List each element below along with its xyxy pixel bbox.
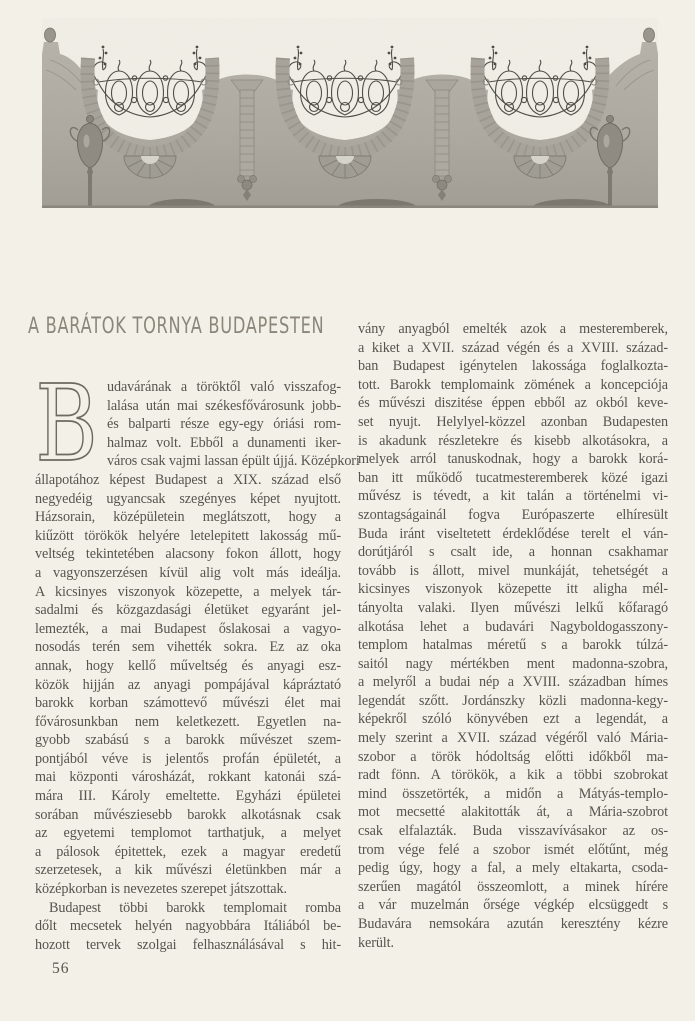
text-line: legendát szőtt. Jordánszky közli madonna-kegy-	[358, 692, 668, 709]
text-line: állapotához képest Budapest a XIX. század első	[35, 471, 341, 488]
text-line: város csak vajmi lassan épült újjá. Középkori	[107, 453, 360, 470]
text-line: a melyről a budai nép a XVIII. században hímes	[358, 674, 668, 691]
text-line: set nyujt. Helylyel-közzel azonban Budapesten	[358, 413, 668, 430]
text-line: lalása után mai székesfővárosunk jobb-	[107, 397, 341, 414]
text-line: mai központi városházát, rokkant katonái szá-	[35, 769, 341, 786]
right-column	[358, 313, 668, 978]
text-line: és balparti része egy-egy óriási rom-	[107, 416, 341, 433]
text-line: szerzetesek, a kik művészi életünkben már a	[35, 862, 341, 879]
text-line: mára III. Károly emeltette. Egyházi épületei	[35, 788, 341, 805]
text-line: A kicsinyes viszonyok közepette, a melyek tár-	[35, 583, 341, 600]
text-line: fővárosunkban nem keletkezett. Egyetlen na-	[35, 713, 341, 730]
text-line: a vagyonszerzésen kívül alig volt más ideálja.	[35, 564, 341, 581]
left-column-text	[35, 361, 360, 954]
text-line: pontjából véve is jelentős profán épületét, a	[35, 750, 341, 767]
text-line: került.	[358, 934, 394, 951]
text-line: a pálosok épitettek, ezek a magyar eredetű	[35, 843, 341, 860]
page-number: 56	[52, 960, 70, 978]
text-line: tányolta valaki. Ilyen művészi lelkű kőfaragó	[358, 599, 668, 616]
text-line: tott. Barokk templomaink zömének a koncepciója	[358, 376, 668, 393]
text-line: ban Budapest igénytelen lakossága foglalkozta-	[358, 358, 668, 375]
text-line: barokk korban számottevő művészi élet mai	[35, 695, 341, 712]
text-line: dőlt mecsetek helyén nagyobbára Itáliából be-	[35, 918, 341, 935]
text-line: csak elfalazták. Buda visszavívásakor az os-	[358, 823, 668, 840]
left-column	[28, 313, 360, 978]
text-line: trom vége felé a szobor ismét előtűnt, még	[358, 841, 668, 858]
text-line: szobor a török hódoltság előtti időkből ma-	[358, 748, 668, 765]
text-line: tovább is állott, mivel munkáját, tehetségét a	[358, 562, 668, 579]
text-line: mind összetörték, a midőn a Mátyás-templo-	[358, 785, 668, 802]
text-line: radt fönn. A törökök, a kik a többi szobrokat	[358, 767, 668, 784]
text-line: nosodás terén sem vihették sokra. Ez az oka	[35, 639, 341, 656]
text-line: Budavára nemsokára azután keresztény kézre	[358, 916, 668, 932]
text-line: középkorban is nevezetes szerepet játszottak.	[35, 881, 287, 898]
parapet-photograph	[42, 18, 658, 208]
text-line: veltség tekintetében alacsony fokon állott, hogy	[35, 546, 341, 563]
text-line: halmaz volt. Ebből a dunamenti iker-	[107, 434, 341, 451]
text-line: mely szerint a XVII. század végéről való Mária-	[358, 730, 668, 747]
text-line: negyedéig ugyancsak szegényes képet nyujtott.	[35, 490, 341, 507]
text-line: annak, hogy kellő műveltség és anyagi esz-	[35, 657, 341, 674]
text-line: alkotása lehet a budavári Nagyboldogasszony-	[358, 618, 668, 635]
text-line: Buda iránt viseltetett érdeklődése terelt el ván-	[358, 525, 668, 542]
text-line: gyobb szabású s a barokk művészet szem-	[35, 732, 341, 749]
drop-cap-letter: B	[35, 361, 98, 486]
text-line: Budapest többi barokk templomait romba	[49, 899, 341, 916]
text-line: sorában művésziesebb barokk alkotásnak csak	[35, 806, 341, 823]
text-line: művész is tévedt, a kit talán a történelmi vi-	[358, 488, 668, 505]
text-line: saitól nagy mértékben ment madonna-szobra,	[358, 655, 668, 672]
text-line: ban itt működő tucatmesteremberek közé igazi	[358, 469, 668, 486]
text-line: szontagságainál fogva Európaszerte elhíresült	[358, 506, 668, 523]
text-line: kicsinyes viszonyok közepette itt aligha mél-	[358, 581, 668, 598]
text-line: szerűen magától összeomlott, a minek hírére	[358, 878, 668, 895]
text-line: közök hijján az anyagi pompájával kápráztató	[35, 676, 341, 693]
text-line: is akadunk részletekre és kisebb alkotásokra, a	[358, 432, 668, 449]
text-line: udavárának a töröktől való visszafog-	[107, 379, 341, 395]
text-line: dorútjáról s csalt ide, a honnan csakhamar	[358, 544, 668, 561]
text-line: mot mecsetté alakitották át, a Mária-szobrot	[358, 804, 668, 821]
text-line: hozott tervek szolgai felhasználásával s hit-	[35, 936, 341, 953]
text-line: sadalmi és közgazdasági életüket egyaránt jel-	[35, 602, 341, 619]
text-line: melyek arról tanuskodnak, hogy a barokk korá-	[358, 451, 668, 468]
text-line: és művészi diszitése éppen ebből az okból keve-	[358, 395, 668, 412]
text-line: templom hatalmas méretű s a barokk túlzá-	[358, 637, 668, 654]
text-line: az egyetemi templomot tarthatjuk, a melyet	[35, 825, 341, 842]
text-line: vány anyagból emelték azok a mesteremberek,	[358, 321, 668, 337]
text-line: Házsorain, középületein meglátszott, hogy a	[35, 509, 341, 526]
article-title: A BARÁTOK TORNYA BUDAPESTEN	[28, 313, 325, 339]
text-line: a kiket a XVII. század végén és a XVIII. század-	[358, 339, 668, 356]
text-line: lemezték, a mai Budapest őslakosai a vagyo-	[35, 620, 341, 637]
text-line: képekről szóló könyvében ezt a legendát, a	[358, 711, 668, 728]
parapet-photo-graphic	[42, 18, 658, 208]
text-columns	[28, 313, 668, 978]
text-line: kiűzött törökök helyére letelepitett lakosság mű-	[35, 527, 341, 544]
drop-cap	[33, 361, 105, 486]
text-line: a vár muzelmán őrsége végkép elcsüggedt s	[358, 897, 668, 914]
text-line: pedig úgy, hogy a fal, a mely eltakarta, csoda-	[358, 860, 668, 877]
